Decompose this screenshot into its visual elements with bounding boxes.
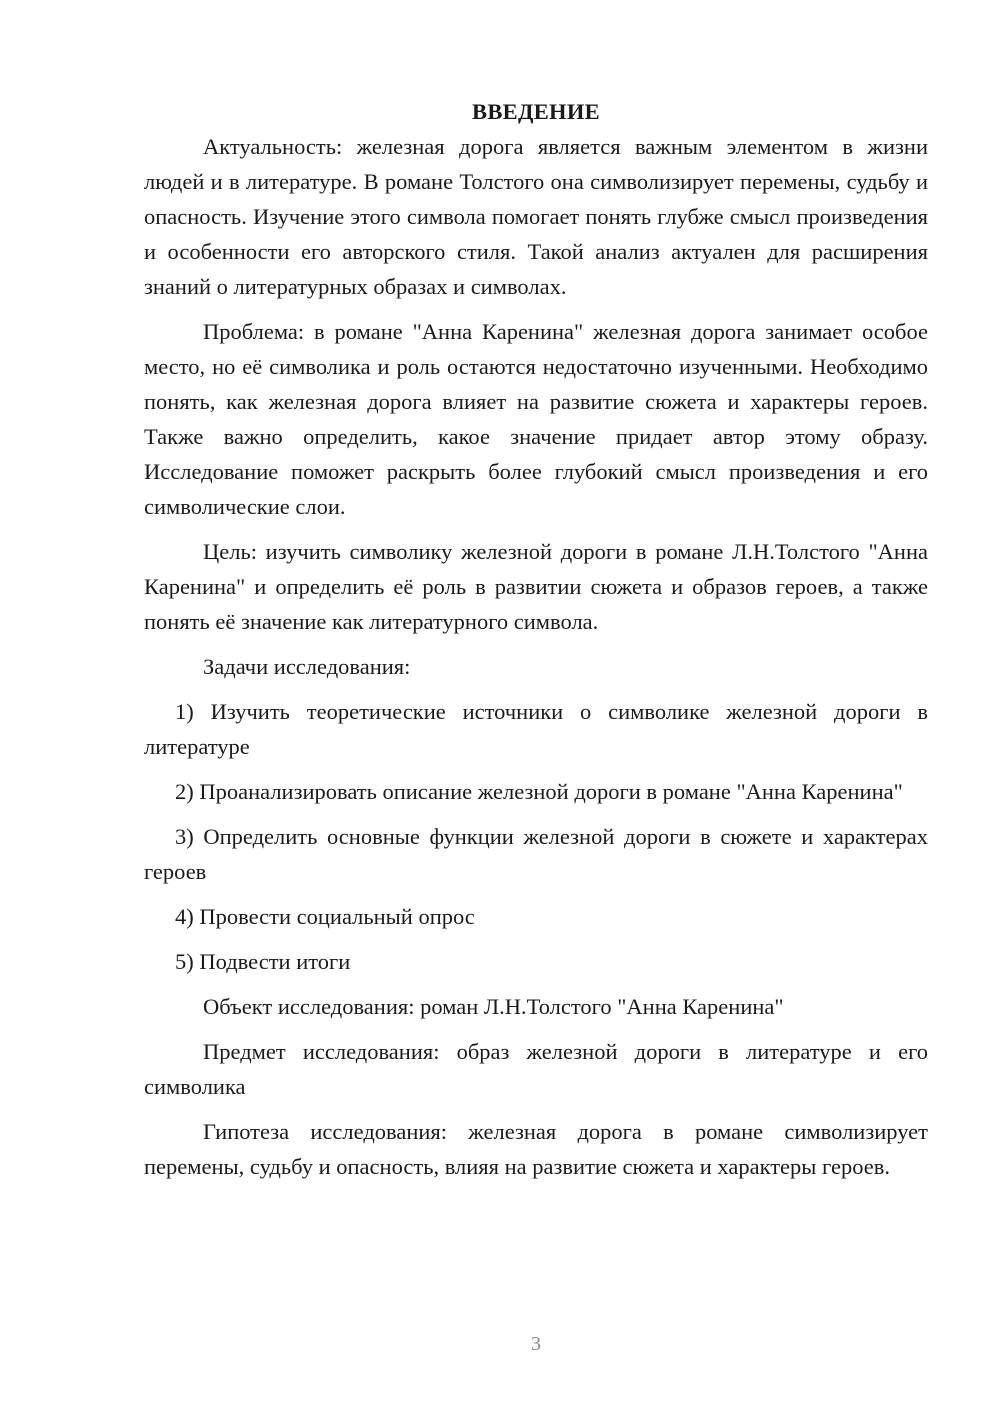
- relevance-paragraph: Актуальность: железная дорога является важным элементом в жизни людей и в литературе. В романе Толстого она символизирует перемены, судьбу и опасность. Изучение этого символа помогает понять глубже смысл произведения и особенности его авторского стиля. Такой анализ актуален для расширения знаний о литературных образах и символах.: [144, 134, 928, 299]
- page-number: 3: [531, 1333, 541, 1355]
- hypothesis-paragraph: Гипотеза исследования: железная дорога в романе символизирует перемены, судьбу и опасность, влияя на развитие сюжета и характеры героев.: [144, 1119, 928, 1179]
- task-item-5: 5) Подвести итоги: [175, 949, 351, 974]
- task-item-1: 1) Изучить теоретические источники о символике железной дороги в литературе: [144, 699, 928, 759]
- task-item-3: 3) Определить основные функции железной дороги в сюжете и характерах героев: [144, 824, 928, 884]
- tasks-heading: Задачи исследования:: [203, 654, 411, 679]
- task-item-4: 4) Провести социальный опрос: [175, 904, 475, 929]
- task-item-2: 2) Проанализировать описание железной дороги в романе "Анна Каренина": [175, 779, 903, 804]
- goal-paragraph: Цель: изучить символику железной дороги в романе Л.Н.Толстого "Анна Каренина" и определить её роль в развитии сюжета и образов героев, а также понять её значение как литературного символа.: [144, 539, 928, 634]
- subject-paragraph: Предмет исследования: образ железной дороги в литературе и его символика: [144, 1039, 928, 1099]
- object-paragraph: Объект исследования: роман Л.Н.Толстого "Анна Каренина": [203, 994, 784, 1019]
- problem-paragraph: Проблема: в романе "Анна Каренина" железная дорога занимает особое место, но её символика и роль остаются недостаточно изученными. Необходимо понять, как железная дорога влияет на развитие сюжета и характеры героев. Также важно определить, какое значение придает автор этому образу. Исследование поможет раскрыть более глубокий смысл произведения и его символические слои.: [144, 319, 928, 519]
- document-body: [144, 94, 928, 1194]
- section-heading: ВВЕДЕНИЕ: [472, 99, 600, 124]
